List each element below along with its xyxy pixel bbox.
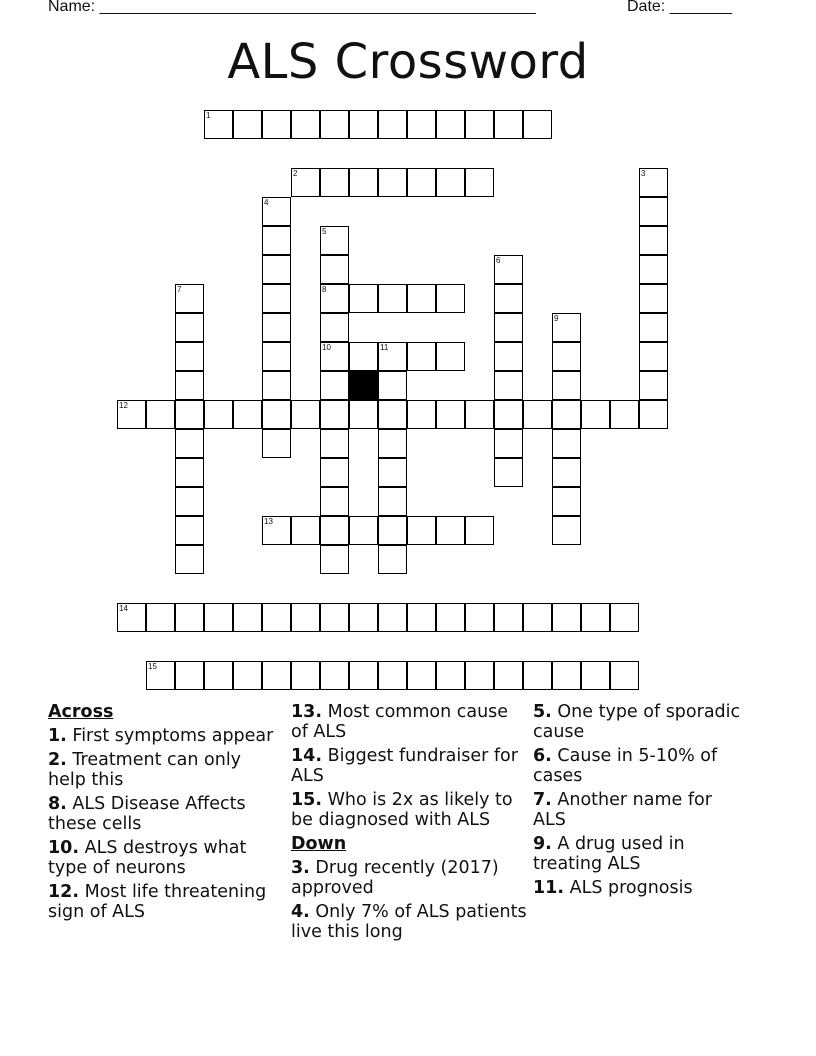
grid-cell[interactable] [639,284,668,313]
grid-cell[interactable] [639,255,668,284]
clue-number: 4 [264,198,269,207]
grid-cell[interactable] [262,110,291,139]
clue-number: 5 [322,227,327,236]
grid-cell[interactable] [262,284,291,313]
grid-cell[interactable] [407,661,436,690]
grid-cell[interactable] [262,255,291,284]
grid-cell[interactable] [175,545,204,574]
grid-cell[interactable] [581,603,610,632]
grid-cell[interactable] [320,255,349,284]
grid-cell[interactable] [552,516,581,545]
grid-cell[interactable] [378,661,407,690]
clue-down-4: 4. Only 7% of ALS patients live this long [291,902,527,942]
grid-cell[interactable] [349,400,378,429]
grid-cell[interactable] [436,168,465,197]
grid-cell[interactable] [407,110,436,139]
grid-cell[interactable] [494,603,523,632]
grid-cell[interactable] [175,661,204,690]
grid-cell[interactable] [175,371,204,400]
grid-cell[interactable] [175,458,204,487]
grid-cell[interactable] [320,371,349,400]
grid-cell[interactable] [291,400,320,429]
grid-cell[interactable] [262,371,291,400]
grid-cell[interactable] [262,429,291,458]
grid-cell[interactable] [436,342,465,371]
grid-cell[interactable] [262,603,291,632]
clue-across-2: 2. Treatment can only help this [48,750,242,790]
across-heading: Across [48,702,114,722]
clue-number: 8 [322,285,327,294]
grid-cell[interactable] [146,661,175,690]
grid-cell[interactable] [552,313,581,342]
clue-across-15: 15. Who is 2x as likely to be diagnosed with ALS [291,790,513,830]
grid-cell[interactable] [262,197,291,226]
grid-cell[interactable] [320,603,349,632]
grid-cell[interactable] [262,400,291,429]
grid-cell[interactable] [349,661,378,690]
grid-cell[interactable] [407,284,436,313]
date-field[interactable]: Date: _______ [627,0,732,15]
grid-cell[interactable] [494,313,523,342]
grid-cell[interactable] [320,342,349,371]
grid-cell[interactable] [233,661,262,690]
grid-cell[interactable] [117,603,146,632]
grid-cell[interactable] [349,603,378,632]
page-title: ALS Crossword [227,34,589,90]
grid-cell[interactable] [436,400,465,429]
grid-cell[interactable] [581,661,610,690]
grid-cell[interactable] [320,313,349,342]
grid-cell[interactable] [465,603,494,632]
grid-cell[interactable] [639,168,668,197]
clue-across-13: 13. Most common cause of ALS [291,702,509,742]
grid-cell[interactable] [349,110,378,139]
grid-cell[interactable] [494,400,523,429]
grid-cell[interactable] [262,661,291,690]
clue-down-9: 9. A drug used in treating ALS [533,834,685,874]
grid-cell[interactable] [465,661,494,690]
grid-cell[interactable] [523,110,552,139]
clue-column-3 [533,702,743,902]
grid-cell[interactable] [233,400,262,429]
grid-cell[interactable] [552,603,581,632]
grid-cell[interactable] [523,661,552,690]
grid-cell[interactable] [320,487,349,516]
grid-cell[interactable] [494,371,523,400]
grid-cell[interactable] [407,400,436,429]
grid-cell[interactable] [320,429,349,458]
grid-cell[interactable] [349,342,378,371]
clue-across-1: 1. First symptoms appear [48,726,274,746]
grid-cell[interactable] [204,110,233,139]
grid-cell[interactable] [291,603,320,632]
grid-cell[interactable] [610,661,639,690]
grid-cell[interactable] [552,400,581,429]
grid-cell[interactable] [291,661,320,690]
grid-cell[interactable] [494,458,523,487]
grid-cell[interactable] [378,342,407,371]
grid-cell[interactable] [639,197,668,226]
grid-cell[interactable] [349,516,378,545]
grid-cell[interactable] [146,603,175,632]
grid-cell[interactable] [320,661,349,690]
grid-cell[interactable] [436,284,465,313]
grid-cell[interactable] [320,545,349,574]
grid-cell[interactable] [465,110,494,139]
grid-cell[interactable] [175,603,204,632]
grid-cell[interactable] [407,603,436,632]
clue-number: 11 [380,343,389,352]
clue-number: 3 [641,169,646,178]
grid-cell[interactable] [378,284,407,313]
grid-cell[interactable] [494,255,523,284]
grid-cell[interactable] [465,516,494,545]
clue-number: 9 [554,314,559,323]
clue-down-6: 6. Cause in 5-10% of cases [533,746,718,786]
grid-cell[interactable] [639,313,668,342]
grid-cell[interactable] [262,226,291,255]
grid-cell[interactable] [378,487,407,516]
grid-cell[interactable] [494,661,523,690]
grid-cell[interactable] [465,400,494,429]
grid-cell[interactable] [610,400,639,429]
grid-cell[interactable] [407,168,436,197]
clue-across-14: 14. Biggest fundraiser for ALS [291,746,518,786]
grid-cell[interactable] [552,487,581,516]
clue-column-2 [291,702,527,946]
clue-down-7: 7. Another name for ALS [533,790,712,830]
grid-cell[interactable] [552,429,581,458]
grid-cell[interactable] [436,603,465,632]
grid-cell[interactable] [291,168,320,197]
clue-number: 2 [293,169,298,178]
grid-cell[interactable] [552,371,581,400]
clue-number: 10 [322,343,331,352]
grid-cell[interactable] [378,110,407,139]
grid-cell[interactable] [378,603,407,632]
grid-cell[interactable] [407,516,436,545]
clue-column-1 [48,702,276,926]
grid-cell[interactable] [552,661,581,690]
clue-number: 12 [119,401,128,410]
grid-cell[interactable] [117,400,146,429]
grid-cell[interactable] [436,661,465,690]
grid-cell[interactable] [175,342,204,371]
grid-cell[interactable] [639,342,668,371]
clue-down-11: 11. ALS prognosis [533,878,693,898]
grid-cell[interactable] [552,342,581,371]
grid-cell[interactable] [610,603,639,632]
grid-cell[interactable] [320,284,349,313]
grid-cell[interactable] [262,342,291,371]
clue-across-12: 12. Most life threatening sign of ALS [48,882,267,922]
grid-cell[interactable] [175,429,204,458]
clue-down-5: 5. One type of sporadic cause [533,702,741,742]
grid-cell[interactable] [378,545,407,574]
grid-cell[interactable] [494,110,523,139]
grid-cell[interactable] [378,516,407,545]
grid-cell[interactable] [378,400,407,429]
grid-cell[interactable] [320,168,349,197]
grid-cell[interactable] [465,168,494,197]
clue-across-8: 8. ALS Disease Affects these cells [48,794,246,834]
grid-cell[interactable] [523,603,552,632]
grid-cell[interactable] [204,400,233,429]
clue-number: 13 [264,517,273,526]
grid-cell[interactable] [494,429,523,458]
grid-cell[interactable] [378,458,407,487]
grid-cell[interactable] [262,313,291,342]
grid-cell[interactable] [378,371,407,400]
clue-number: 6 [496,256,501,265]
grid-cell[interactable] [146,400,175,429]
grid-cell[interactable] [175,313,204,342]
clue-number: 15 [148,662,157,671]
grid-cell[interactable] [233,603,262,632]
clue-number: 1 [206,111,211,120]
grid-cell[interactable] [378,168,407,197]
grid-cell[interactable] [494,284,523,313]
grid-cell[interactable] [320,516,349,545]
grid-cell[interactable] [320,226,349,255]
grid-cell[interactable] [639,400,668,429]
grid-cell[interactable] [291,110,320,139]
clue-down-3: 3. Drug recently (2017) approved [291,858,499,898]
grid-cell[interactable] [204,661,233,690]
grid-cell[interactable] [494,342,523,371]
down-heading: Down [291,834,347,854]
grid-cell[interactable] [581,400,610,429]
grid-cell[interactable] [552,458,581,487]
grid-cell[interactable] [349,284,378,313]
grid-cell[interactable] [320,458,349,487]
name-field[interactable]: Name: _________________________________________________ [48,0,536,15]
clue-number: 7 [177,285,182,294]
clue-across-10: 10. ALS destroys what type of neurons [48,838,247,878]
grid-cell[interactable] [639,226,668,255]
grid-cell[interactable] [175,516,204,545]
grid-cell[interactable] [175,487,204,516]
grid-cell[interactable] [436,110,465,139]
grid-cell[interactable] [407,342,436,371]
clue-number: 14 [119,604,128,613]
grid-cell[interactable] [349,168,378,197]
grid-cell[interactable] [175,400,204,429]
grid-cell[interactable] [291,516,320,545]
grid-cell[interactable] [204,603,233,632]
grid-cell[interactable] [320,400,349,429]
grid-cell[interactable] [523,400,552,429]
grid-cell[interactable] [378,429,407,458]
grid-cell[interactable] [436,516,465,545]
grid-cell[interactable] [175,284,204,313]
grid-cell[interactable] [639,371,668,400]
black-square [349,371,378,400]
grid-cell[interactable] [262,516,291,545]
grid-cell[interactable] [233,110,262,139]
grid-cell[interactable] [320,110,349,139]
